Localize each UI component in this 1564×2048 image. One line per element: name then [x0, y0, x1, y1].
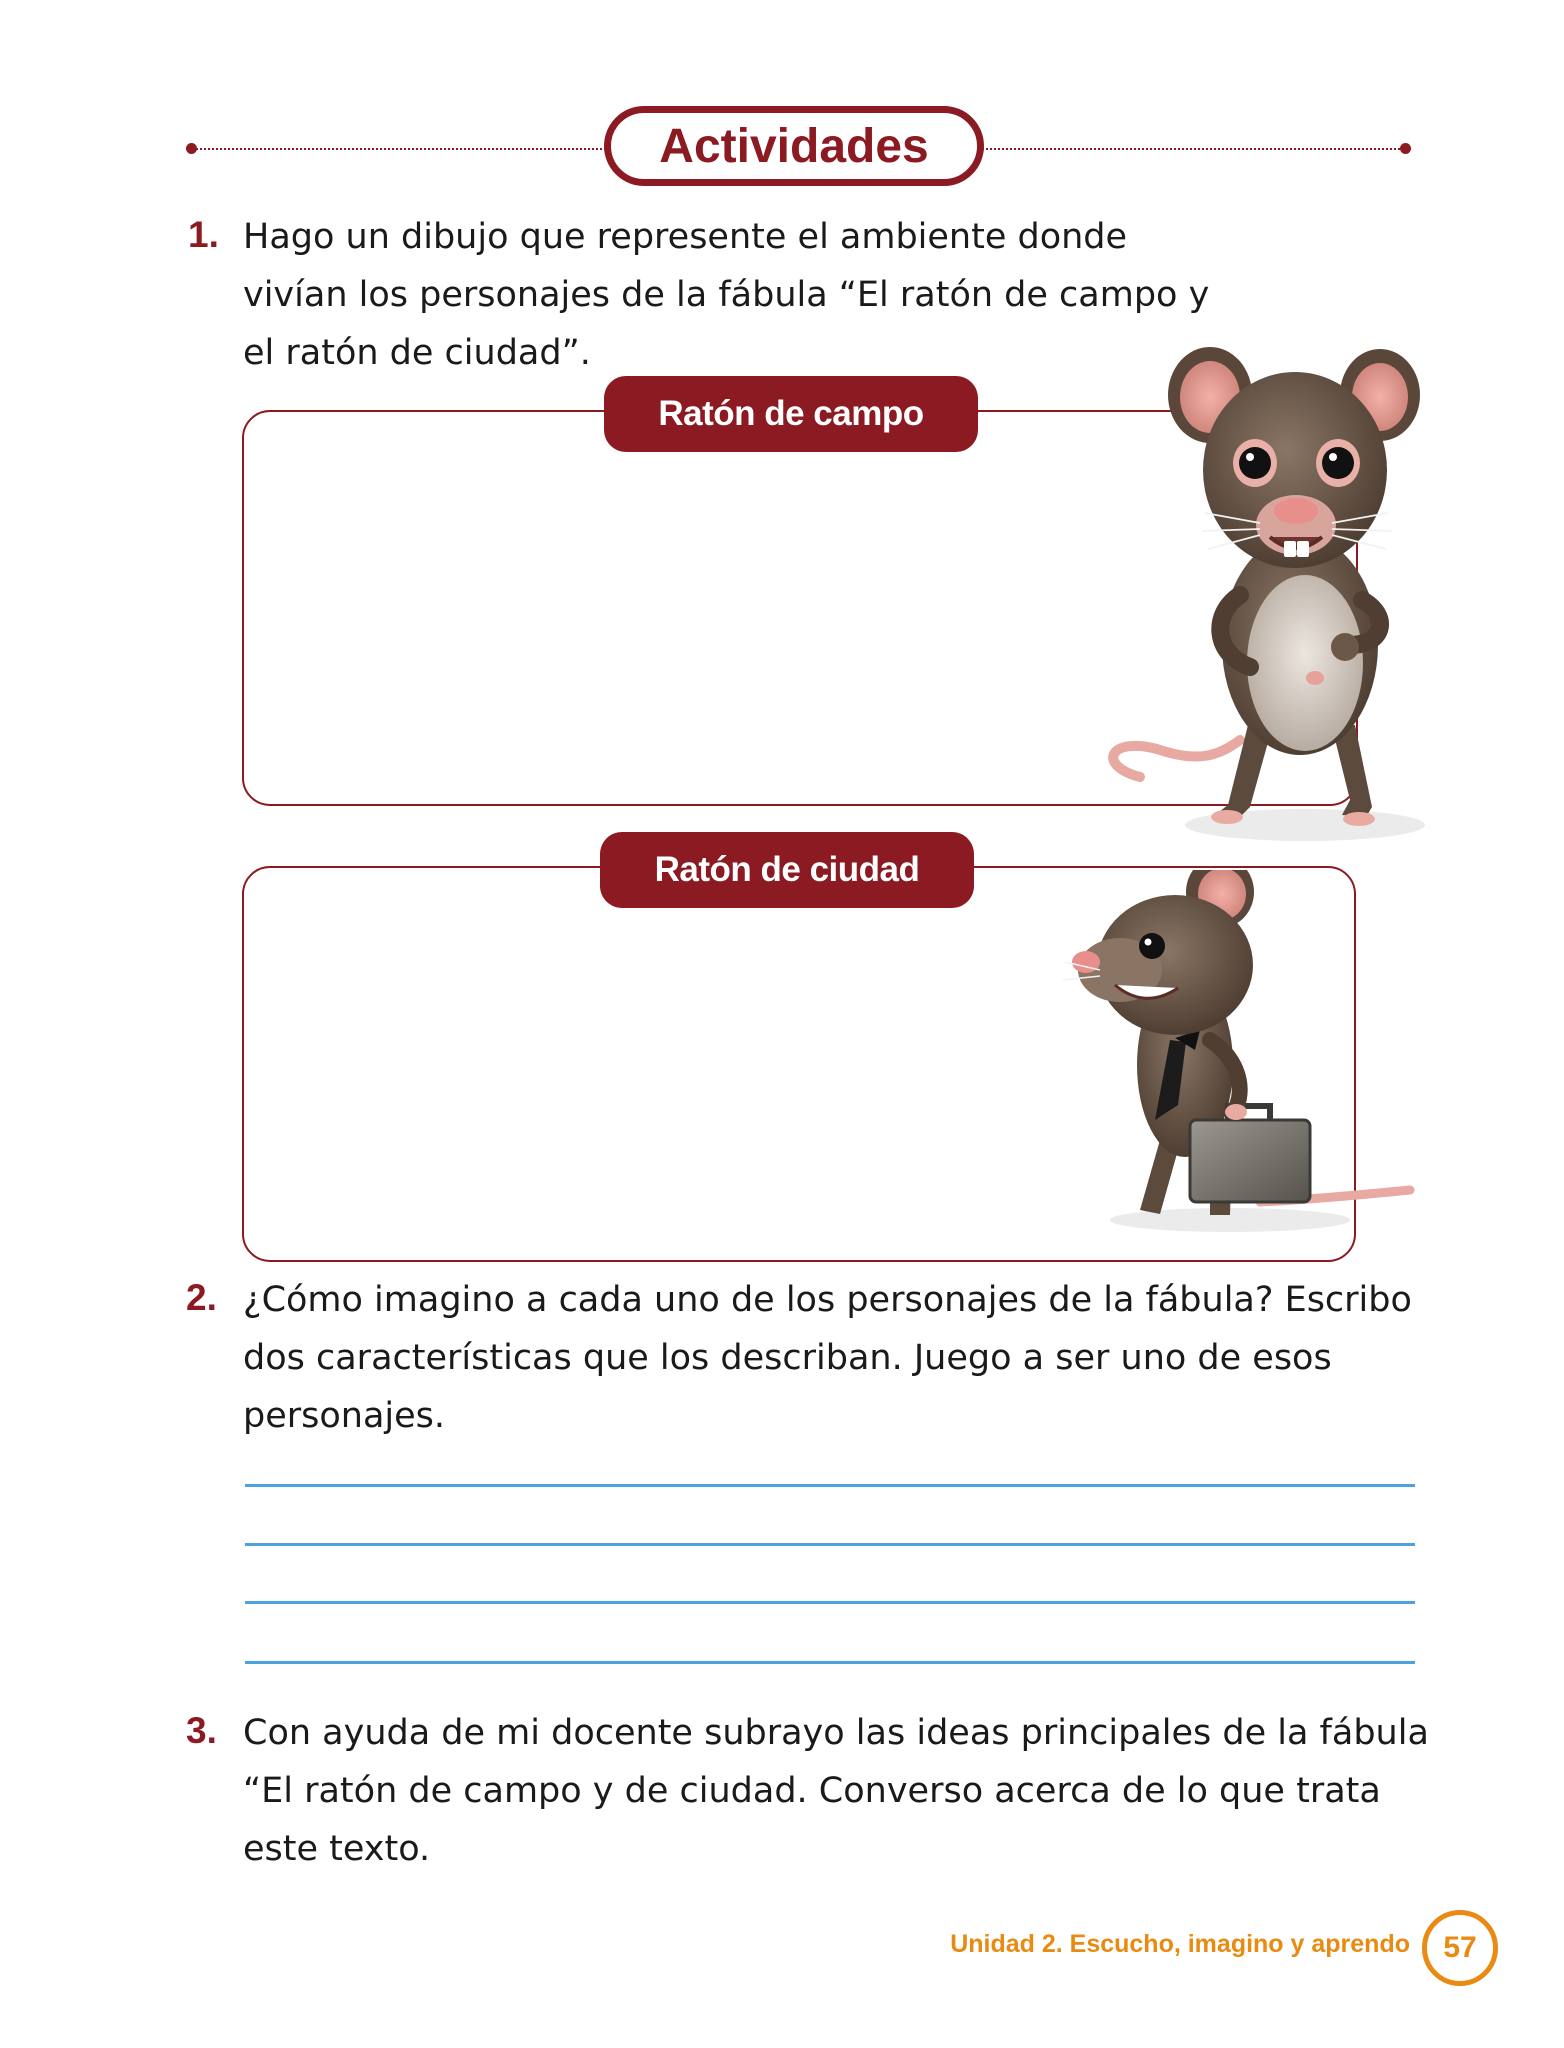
section-title-pill: [604, 106, 984, 186]
tab-raton-ciudad-label: Ratón de ciudad: [654, 850, 920, 889]
activity-3-line: Con ayuda de mi docente subrayo las ideas principales de la fábula: [243, 1713, 1429, 1753]
tab-raton-ciudad: [600, 832, 974, 908]
activity-1-line: el ratón de ciudad”.: [243, 333, 591, 373]
activity-1-line: Hago un dibujo que represente el ambiente donde: [243, 217, 1128, 257]
activity-3-number: 3.: [186, 1710, 217, 1751]
page-number-badge: [1422, 1910, 1498, 1986]
page-number: 57: [1443, 1931, 1477, 1964]
header-rule-left: [196, 148, 606, 150]
activity-2-line: personajes.: [243, 1396, 446, 1436]
answer-line[interactable]: [245, 1543, 1415, 1546]
header-dot-right: [1400, 143, 1411, 154]
tab-raton-campo: [604, 376, 978, 452]
country-mouse-illustration: [1100, 345, 1430, 865]
activity-3-line: este texto.: [243, 1829, 431, 1869]
city-mouse-illustration: [1060, 870, 1430, 1240]
activity-1-line: vivían los personajes de la fábula “El ratón de campo y: [243, 275, 1210, 315]
answer-line[interactable]: [245, 1484, 1415, 1487]
activity-2-line: dos características que los describan. Juego a ser uno de esos: [243, 1338, 1332, 1378]
answer-line[interactable]: [245, 1661, 1415, 1664]
tab-raton-campo-label: Ratón de campo: [658, 394, 924, 433]
section-title: Actividades: [659, 119, 929, 173]
activity-2-instructions: [243, 1271, 1423, 1445]
header-rule-right: [982, 148, 1404, 150]
activity-3-instructions: [243, 1704, 1429, 1878]
activity-2-line: ¿Cómo imagino a cada uno de los personajes de la fábula? Escribo: [243, 1280, 1412, 1320]
activity-3-line: “El ratón de campo y de ciudad. Converso acerca de lo que trata: [243, 1771, 1381, 1811]
activity-2-number: 2.: [186, 1277, 217, 1318]
activity-1-number: 1.: [188, 214, 219, 255]
answer-line[interactable]: [245, 1601, 1415, 1604]
unit-title: Unidad 2. Escucho, imagino y aprendo: [950, 1930, 1410, 1958]
